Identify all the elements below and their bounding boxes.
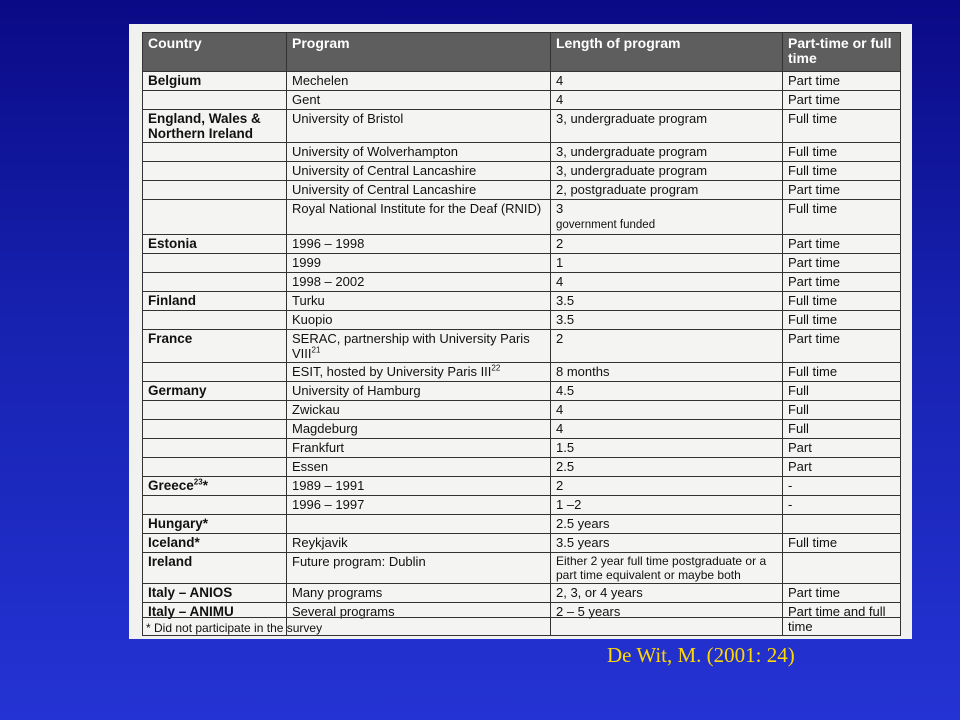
interpreter-programs-table — [142, 32, 901, 636]
length-cell — [551, 363, 783, 382]
program-cell-text: Future program: Dublin — [292, 554, 426, 569]
time-cell — [783, 235, 901, 254]
program-cell — [287, 553, 551, 584]
length-cell — [551, 91, 783, 110]
time-cell — [783, 439, 901, 458]
footnote-divider — [142, 617, 900, 618]
country-suffix: * — [202, 478, 208, 493]
country-cell — [143, 91, 287, 110]
table-row — [143, 420, 901, 439]
program-cell — [287, 330, 551, 363]
country-cell — [143, 439, 287, 458]
header-part-full-time: Part-time or full time — [783, 33, 901, 72]
time-cell-text: Part time — [788, 255, 841, 270]
length-cell-text: Either 2 year full time postgraduate or a part time equivalent or maybe both — [556, 554, 767, 582]
time-cell-text: Full time — [788, 144, 838, 159]
citation: De Wit, M. (2001: 24) — [607, 643, 795, 667]
country-cell-text: Hungary* — [148, 516, 209, 531]
time-cell — [783, 91, 901, 110]
program-cell — [287, 420, 551, 439]
header-program: Program — [287, 33, 551, 72]
program-cell — [287, 515, 551, 534]
country-cell-text: Estonia — [148, 236, 197, 251]
program-cell-text: Royal National Institute for the Deaf (RNID) — [292, 201, 542, 216]
country-cell — [143, 477, 287, 496]
table-body — [143, 72, 901, 636]
length-cell-text: 2 – 5 years — [556, 604, 621, 619]
length-cell — [551, 496, 783, 515]
country-cell — [143, 181, 287, 200]
program-cell — [287, 382, 551, 401]
time-cell-text: Part time and full time — [788, 604, 886, 634]
program-cell — [287, 292, 551, 311]
table-row — [143, 515, 901, 534]
program-cell-text: 1989 – 1991 — [292, 478, 365, 493]
program-cell — [287, 143, 551, 162]
header-country: Country — [143, 33, 287, 72]
program-cell — [287, 235, 551, 254]
country-cell — [143, 292, 287, 311]
program-cell-text: Mechelen — [292, 73, 349, 88]
time-cell-text: - — [788, 478, 793, 493]
table-row — [143, 496, 901, 515]
program-cell — [287, 496, 551, 515]
program-cell-text: ESIT, hosted by University Paris III — [292, 364, 492, 379]
length-cell-text: 1 — [556, 255, 564, 270]
length-cell-text: 4 — [556, 421, 564, 436]
time-cell-text: Part time — [788, 331, 841, 346]
table-row — [143, 72, 901, 91]
length-cell — [551, 534, 783, 553]
time-cell-text: Full time — [788, 364, 838, 379]
country-cell-text: England, Wales & Northern Ireland — [148, 111, 261, 141]
program-cell — [287, 91, 551, 110]
country-cell — [143, 382, 287, 401]
country-cell-text: Greece — [148, 478, 194, 493]
table-row — [143, 181, 901, 200]
country-cell — [143, 553, 287, 584]
program-cell-text: Kuopio — [292, 312, 333, 327]
time-cell — [783, 162, 901, 181]
time-cell-text: Full — [788, 383, 809, 398]
time-cell — [783, 382, 901, 401]
time-cell-text: Part time — [788, 182, 841, 197]
country-cell-text: Ireland — [148, 554, 193, 569]
program-cell-text: SERAC, partnership with University Paris VIII — [292, 331, 530, 361]
country-cell — [143, 273, 287, 292]
length-cell-text: 4 — [556, 73, 564, 88]
country-cell — [143, 458, 287, 477]
time-cell — [783, 603, 901, 636]
time-cell — [783, 254, 901, 273]
table-row — [143, 401, 901, 420]
program-cell — [287, 110, 551, 143]
length-cell — [551, 458, 783, 477]
time-cell — [783, 200, 901, 235]
length-cell-text: 8 months — [556, 364, 610, 379]
country-cell — [143, 143, 287, 162]
length-cell — [551, 382, 783, 401]
length-cell — [551, 200, 783, 235]
length-cell — [551, 72, 783, 91]
program-cell-text: 1999 — [292, 255, 321, 270]
time-cell — [783, 110, 901, 143]
program-cell — [287, 477, 551, 496]
length-cell-text: 3.5 — [556, 293, 575, 308]
length-cell — [551, 401, 783, 420]
time-cell — [783, 584, 901, 603]
program-cell — [287, 200, 551, 235]
country-cell-text: Germany — [148, 383, 207, 398]
table-row — [143, 553, 901, 584]
length-cell-text: 2.5 years — [556, 516, 610, 531]
time-cell — [783, 553, 901, 584]
table-row — [143, 292, 901, 311]
footnote: * Did not participate in the survey — [146, 621, 323, 635]
header-length: Length of program — [551, 33, 783, 72]
program-cell-text: Many programs — [292, 585, 383, 600]
time-cell — [783, 311, 901, 330]
time-cell-text: - — [788, 497, 793, 512]
table-row — [143, 458, 901, 477]
program-cell — [287, 439, 551, 458]
country-cell — [143, 496, 287, 515]
time-cell — [783, 273, 901, 292]
time-cell-text: Full — [788, 402, 809, 417]
length-cell-text: 3 — [556, 201, 564, 216]
table-row — [143, 534, 901, 553]
time-cell — [783, 401, 901, 420]
program-cell — [287, 584, 551, 603]
table-row — [143, 439, 901, 458]
length-cell — [551, 235, 783, 254]
program-cell — [287, 273, 551, 292]
country-cell-text: France — [148, 331, 193, 346]
length-cell — [551, 110, 783, 143]
length-cell — [551, 553, 783, 584]
length-cell — [551, 330, 783, 363]
length-note: government funded — [556, 219, 656, 231]
length-cell-text: 3.5 — [556, 312, 575, 327]
length-cell — [551, 311, 783, 330]
length-cell-text: 4.5 — [556, 383, 575, 398]
country-cell — [143, 162, 287, 181]
table-row — [143, 200, 901, 235]
time-cell-text: Full time — [788, 111, 838, 126]
country-cell — [143, 584, 287, 603]
country-cell — [143, 254, 287, 273]
time-cell-text: Part time — [788, 92, 841, 107]
length-cell-text: 1.5 — [556, 440, 575, 455]
program-cell-text: Several programs — [292, 604, 395, 619]
table-row — [143, 330, 901, 363]
country-cell — [143, 311, 287, 330]
length-cell-text: 3, undergraduate program — [556, 163, 708, 178]
country-cell-text: Finland — [148, 293, 196, 308]
length-cell — [551, 603, 783, 636]
table-row — [143, 311, 901, 330]
length-cell-text: 4 — [556, 402, 564, 417]
time-cell — [783, 363, 901, 382]
program-cell — [287, 603, 551, 636]
country-cell-text: Belgium — [148, 73, 202, 88]
program-cell — [287, 401, 551, 420]
footnote-ref: 21 — [311, 345, 321, 355]
program-cell — [287, 534, 551, 553]
scanned-table-page — [129, 24, 912, 639]
country-cell — [143, 110, 287, 143]
program-cell-text: University of Central Lancashire — [292, 163, 477, 178]
time-cell-text: Full time — [788, 293, 838, 308]
program-cell-text: Gent — [292, 92, 321, 107]
length-cell — [551, 420, 783, 439]
length-cell — [551, 254, 783, 273]
length-cell — [551, 439, 783, 458]
length-cell-text: 4 — [556, 92, 564, 107]
program-cell-text: Turku — [292, 293, 325, 308]
footnote-ref: 22 — [491, 363, 501, 373]
table-row — [143, 162, 901, 181]
length-cell — [551, 584, 783, 603]
country-cell — [143, 330, 287, 363]
length-cell — [551, 273, 783, 292]
program-cell — [287, 72, 551, 91]
country-cell — [143, 363, 287, 382]
time-cell — [783, 477, 901, 496]
country-cell-text: Italy – ANIOS — [148, 585, 233, 600]
time-cell-text: Part — [788, 459, 812, 474]
program-cell-text: 1998 – 2002 — [292, 274, 365, 289]
table-row — [143, 382, 901, 401]
program-cell — [287, 254, 551, 273]
program-cell-text: Magdeburg — [292, 421, 358, 436]
program-cell-text: University of Central Lancashire — [292, 182, 477, 197]
country-cell — [143, 420, 287, 439]
country-cell — [143, 200, 287, 235]
time-cell-text: Full time — [788, 535, 838, 550]
table-row — [143, 110, 901, 143]
country-cell-text: Iceland* — [148, 535, 200, 550]
time-cell — [783, 420, 901, 439]
country-cell — [143, 534, 287, 553]
time-cell-text: Part — [788, 440, 812, 455]
program-cell — [287, 311, 551, 330]
country-cell — [143, 401, 287, 420]
length-cell-text: 4 — [556, 274, 564, 289]
length-cell — [551, 515, 783, 534]
length-cell-text: 2 — [556, 331, 564, 346]
program-cell-text: Reykjavik — [292, 535, 348, 550]
table-row — [143, 235, 901, 254]
table-row — [143, 91, 901, 110]
program-cell-text: University of Wolverhampton — [292, 144, 458, 159]
time-cell — [783, 181, 901, 200]
time-cell-text: Part time — [788, 73, 841, 88]
program-cell-text: 1996 – 1997 — [292, 497, 365, 512]
table-header-row — [143, 33, 901, 72]
length-cell — [551, 181, 783, 200]
country-cell-text: Italy – ANIMU — [148, 604, 234, 619]
program-cell-text: Zwickau — [292, 402, 340, 417]
table-row — [143, 477, 901, 496]
country-cell — [143, 515, 287, 534]
program-cell — [287, 458, 551, 477]
length-cell-text: 2.5 — [556, 459, 575, 474]
time-cell — [783, 292, 901, 311]
length-cell-text: 2 — [556, 236, 564, 251]
program-cell-text: University of Bristol — [292, 111, 404, 126]
time-cell — [783, 534, 901, 553]
length-cell-text: 2, postgraduate program — [556, 182, 699, 197]
country-cell — [143, 72, 287, 91]
time-cell — [783, 496, 901, 515]
time-cell-text: Full time — [788, 201, 838, 216]
program-cell — [287, 181, 551, 200]
length-cell-text: 3, undergraduate program — [556, 111, 708, 126]
table-row — [143, 273, 901, 292]
length-cell — [551, 162, 783, 181]
program-cell — [287, 363, 551, 382]
length-cell-text: 2, 3, or 4 years — [556, 585, 643, 600]
country-cell — [143, 235, 287, 254]
length-cell-text: 2 — [556, 478, 564, 493]
table-row — [143, 254, 901, 273]
time-cell — [783, 515, 901, 534]
footnote-ref: 23 — [193, 477, 203, 487]
length-cell — [551, 292, 783, 311]
program-cell-text: 1996 – 1998 — [292, 236, 365, 251]
time-cell-text: Full time — [788, 312, 838, 327]
time-cell — [783, 458, 901, 477]
time-cell — [783, 143, 901, 162]
program-cell-text: University of Hamburg — [292, 383, 421, 398]
time-cell-text: Part time — [788, 274, 841, 289]
length-cell-text: 3.5 years — [556, 535, 610, 550]
time-cell-text: Full time — [788, 163, 838, 178]
time-cell-text: Part time — [788, 585, 841, 600]
program-cell — [287, 162, 551, 181]
time-cell-text: Part time — [788, 236, 841, 251]
program-cell-text: Frankfurt — [292, 440, 345, 455]
table-row — [143, 363, 901, 382]
length-cell-text: 3, undergraduate program — [556, 144, 708, 159]
length-cell — [551, 477, 783, 496]
time-cell — [783, 72, 901, 91]
table-row — [143, 584, 901, 603]
program-cell-text: Essen — [292, 459, 329, 474]
table-row — [143, 143, 901, 162]
time-cell — [783, 330, 901, 363]
time-cell-text: Full — [788, 421, 809, 436]
length-cell-text: 1 –2 — [556, 497, 582, 512]
length-cell — [551, 143, 783, 162]
